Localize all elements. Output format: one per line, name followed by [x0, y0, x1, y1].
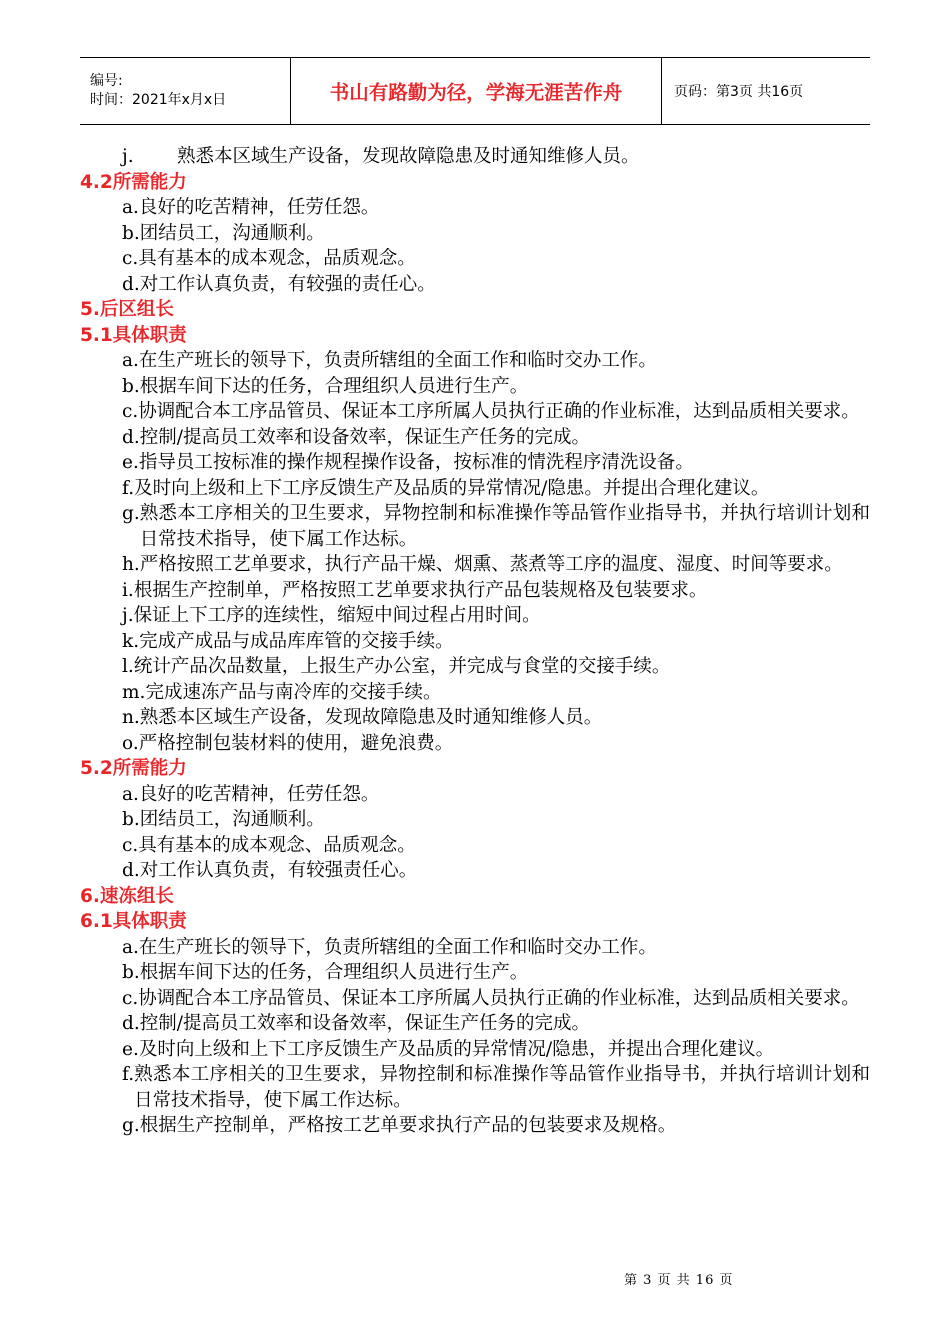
- item-label: o.: [122, 732, 139, 754]
- item-label: g.: [122, 1115, 140, 1136]
- list-item: [80, 374, 870, 400]
- section-heading-5-2: 5.2所需能力: [80, 758, 187, 779]
- list-item: [80, 807, 870, 833]
- list-item: [80, 450, 870, 476]
- list-item: [80, 833, 870, 859]
- list-item: [80, 629, 870, 655]
- item-text: 在生产班长的领导下，负责所辖组的全面工作和临时交办工作。: [138, 350, 657, 371]
- item-text: 熟悉本区域生产设备，发现故障隐患及时通知维修人员。: [177, 146, 640, 167]
- list-item: [80, 246, 870, 272]
- item-text: 在生产班长的领导下，负责所辖组的全面工作和临时交办工作。: [138, 936, 657, 958]
- item-label: b.: [122, 222, 140, 244]
- list-item: [80, 1011, 870, 1037]
- list-item: [80, 1037, 870, 1063]
- section-heading-4-2: 4.2所需能力: [80, 171, 187, 193]
- list-item: [80, 960, 870, 986]
- item-text: 对工作认真负责，有较强责任心。: [139, 860, 418, 881]
- item-label: g.: [122, 503, 140, 524]
- item-label: l.: [122, 656, 134, 677]
- item-label: k.: [122, 630, 140, 652]
- item-text: 完成产成品与成品库库管的交接手续。: [139, 630, 454, 652]
- item-label: d.: [122, 1013, 140, 1034]
- list-item: [80, 1113, 870, 1139]
- item-text: 对工作认真负责，有较强的责任心。: [139, 273, 436, 295]
- item-text: 完成速冻产品与南冷库的交接手续。: [145, 681, 442, 703]
- item-label: a.: [122, 936, 139, 958]
- item-label: d.: [122, 273, 140, 295]
- section-heading-6-1: 6.1具体职责: [80, 911, 187, 932]
- item-text: 控制/提高员工效率和设备效率，保证生产任务的完成。: [139, 426, 590, 448]
- list-item: [80, 144, 870, 170]
- list-5-1: [80, 348, 870, 756]
- item-text: 及时向上级和上下工序反馈生产及品质的异常情况/隐患。并提出合理化建议。: [134, 477, 770, 499]
- page-number-label: 页码：第3页 共16页: [674, 84, 804, 100]
- motto-text: 书山有路勤为径，学海无涯苦作舟: [329, 81, 623, 104]
- list-item: [80, 348, 870, 374]
- list-item: [80, 782, 870, 808]
- item-text: 团结员工，沟通顺利。: [139, 809, 325, 830]
- list-item: [80, 476, 870, 502]
- list-item: [80, 731, 870, 757]
- list-item: [80, 195, 870, 221]
- item-text: 及时向上级和上下工序反馈生产及品质的异常情况/隐患，并提出合理化建议。: [138, 1038, 775, 1060]
- list-item: [80, 705, 870, 731]
- item-label: i.: [122, 579, 134, 601]
- item-text: 根据车间下达的任务，合理组织人员进行生产。: [139, 962, 529, 983]
- header-left-cell: [80, 58, 290, 124]
- item-text: 指导员工按标准的操作规程操作设备，按标准的情洗程序清洗设备。: [138, 452, 694, 473]
- item-text: 具有基本的成本观念，品质观念。: [138, 248, 416, 269]
- list-item: [80, 603, 870, 629]
- item-text: 严格按照工艺单要求，执行产品干燥、烟熏、蒸煮等工序的温度、湿度、时间等要求。: [139, 554, 843, 575]
- item-text: 协调配合本工序品管员、保证本工序所属人员执行正确的作业标准，达到品质相关要求。: [138, 987, 860, 1009]
- item-text: 良好的吃苦精神，任劳任怨。: [138, 783, 380, 805]
- list-item: [80, 858, 870, 884]
- item-text: 统计产品次品数量，上报生产办公室，并完成与食堂的交接手续。: [133, 656, 671, 677]
- list-item: [80, 272, 870, 298]
- item-text: 根据车间下达的任务，合理组织人员进行生产。: [139, 375, 529, 397]
- item-label: a.: [122, 783, 139, 805]
- number-label: 编号:: [90, 73, 123, 89]
- list-item: [80, 501, 870, 552]
- item-label: c.: [122, 248, 139, 269]
- list-item: [80, 680, 870, 706]
- item-label: c.: [122, 834, 139, 856]
- item-label: j.: [122, 605, 134, 626]
- item-label: m.: [122, 681, 146, 703]
- item-text: 团结员工，沟通顺利。: [139, 222, 325, 244]
- item-label: h.: [122, 554, 140, 575]
- item-label: a.: [122, 197, 139, 218]
- list-item: [80, 221, 870, 247]
- list-6-1: [80, 935, 870, 1139]
- list-item: [80, 654, 870, 680]
- item-label: d.: [122, 426, 140, 448]
- list-item: [80, 425, 870, 451]
- item-label: c.: [122, 401, 139, 422]
- item-label: j.: [122, 146, 134, 167]
- date-label: 时间：2021年x月x日: [90, 92, 227, 108]
- item-text: 具有基本的成本观念、品质观念。: [138, 834, 416, 856]
- item-label: d.: [122, 860, 140, 881]
- list-item: [80, 935, 870, 961]
- section-heading-6: 6.速冻组长: [80, 885, 174, 907]
- item-text: 根据生产控制单，严格按工艺单要求执行产品的包装要求及规格。: [139, 1115, 677, 1136]
- list-item: [80, 578, 870, 604]
- list-item: [80, 986, 870, 1012]
- item-label: e.: [122, 1038, 139, 1060]
- item-text: 控制/提高员工效率和设备效率，保证生产任务的完成。: [139, 1013, 590, 1034]
- item-text: 保证上下工序的连续性，缩短中间过程占用时间。: [133, 605, 541, 626]
- item-text: 根据生产控制单，严格按照工艺单要求执行产品包装规格及包装要求。: [133, 579, 708, 601]
- item-label: f.: [122, 477, 135, 499]
- item-text: 严格控制包装材料的使用，避免浪费。: [138, 732, 454, 754]
- item-label: e.: [122, 452, 139, 473]
- list-item: [80, 399, 870, 425]
- list-item: [80, 552, 870, 578]
- item-text: 熟悉本工序相关的卫生要求，异物控制和标准操作等品管作业指导书，并执行培训计划和日常技术指导，使下属工作达标。: [134, 1064, 870, 1111]
- page-footer: 第 3 页 共 16 页: [624, 1273, 734, 1288]
- list-item: [80, 1062, 870, 1113]
- section-heading-5: 5.后区组长: [80, 299, 174, 320]
- item-label: b.: [122, 809, 140, 830]
- document-body: [80, 144, 870, 1139]
- item-text: 良好的吃苦精神，任劳任怨。: [138, 197, 380, 218]
- item-label: b.: [122, 375, 140, 397]
- page-header: [80, 57, 870, 125]
- item-label: b.: [122, 962, 140, 983]
- item-label: c.: [122, 987, 139, 1009]
- item-label: f.: [122, 1064, 135, 1085]
- item-text: 协调配合本工序品管员、保证本工序所属人员执行正确的作业标准，达到品质相关要求。: [138, 401, 860, 422]
- item-label: n.: [122, 707, 140, 728]
- header-page-cell: [662, 58, 870, 124]
- header-motto-cell: [290, 58, 662, 124]
- item-label: a.: [122, 350, 139, 371]
- section-heading-5-1: 5.1具体职责: [80, 324, 187, 346]
- item-text: 熟悉本区域生产设备，发现故障隐患及时通知维修人员。: [139, 707, 603, 728]
- item-text: 熟悉本工序相关的卫生要求，异物控制和标准操作等品管作业指导书，并执行培训计划和日常技术指导，使下属工作达标。: [139, 503, 870, 550]
- list-5-2: [80, 782, 870, 884]
- list-4-2: [80, 195, 870, 297]
